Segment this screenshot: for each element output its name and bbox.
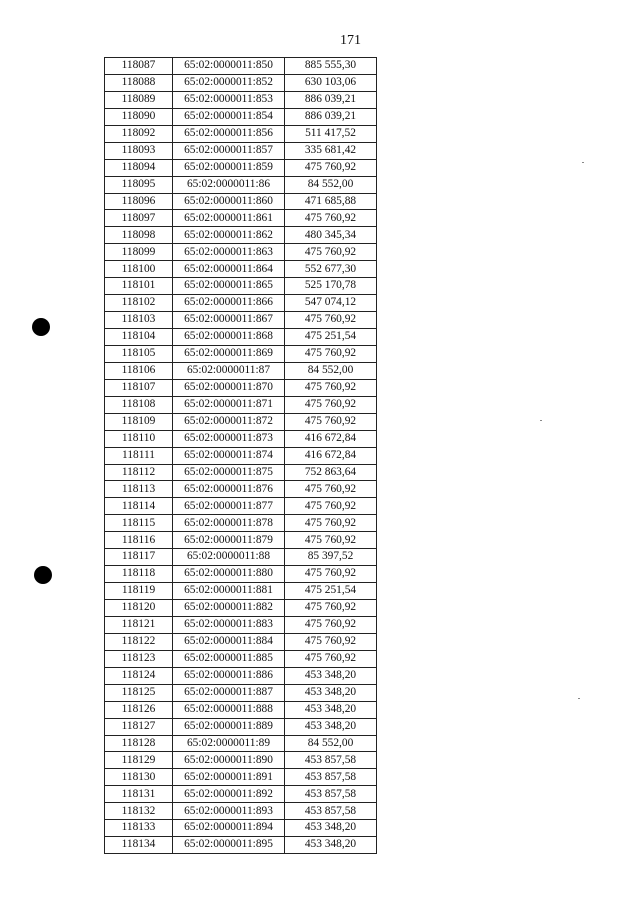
cadastral-number-cell: 65:02:0000011:890 bbox=[173, 752, 285, 769]
table-row bbox=[105, 515, 377, 532]
value-cell: 84 552,00 bbox=[285, 176, 377, 193]
punch-hole-mark bbox=[32, 318, 50, 336]
value-cell: 475 760,92 bbox=[285, 616, 377, 633]
value-cell: 453 857,58 bbox=[285, 752, 377, 769]
table-row bbox=[105, 803, 377, 820]
record-number-cell: 118128 bbox=[105, 735, 173, 752]
record-number-cell: 118134 bbox=[105, 837, 173, 854]
value-cell: 475 760,92 bbox=[285, 312, 377, 329]
value-cell: 453 857,58 bbox=[285, 803, 377, 820]
table-row bbox=[105, 295, 377, 312]
value-cell: 511 417,52 bbox=[285, 125, 377, 142]
value-cell: 475 760,92 bbox=[285, 515, 377, 532]
record-number-cell: 118115 bbox=[105, 515, 173, 532]
record-number-cell: 118092 bbox=[105, 125, 173, 142]
table-row bbox=[105, 278, 377, 295]
value-cell: 547 074,12 bbox=[285, 295, 377, 312]
cadastral-number-cell: 65:02:0000011:875 bbox=[173, 464, 285, 481]
table-row bbox=[105, 261, 377, 278]
value-cell: 475 760,92 bbox=[285, 566, 377, 583]
cadastral-number-cell: 65:02:0000011:876 bbox=[173, 481, 285, 498]
cadastral-number-cell: 65:02:0000011:893 bbox=[173, 803, 285, 820]
scan-speck bbox=[540, 420, 542, 421]
table-row bbox=[105, 329, 377, 346]
table-row bbox=[105, 532, 377, 549]
record-number-cell: 118095 bbox=[105, 176, 173, 193]
cadastral-number-cell: 65:02:0000011:887 bbox=[173, 684, 285, 701]
record-number-cell: 118090 bbox=[105, 108, 173, 125]
cadastral-number-cell: 65:02:0000011:871 bbox=[173, 396, 285, 413]
scan-speck bbox=[582, 162, 584, 163]
table-row bbox=[105, 345, 377, 362]
cadastral-number-cell: 65:02:0000011:865 bbox=[173, 278, 285, 295]
value-cell: 453 348,20 bbox=[285, 701, 377, 718]
value-cell: 480 345,34 bbox=[285, 227, 377, 244]
value-cell: 886 039,21 bbox=[285, 91, 377, 108]
record-number-cell: 118120 bbox=[105, 600, 173, 617]
cadastral-number-cell: 65:02:0000011:869 bbox=[173, 345, 285, 362]
value-cell: 475 760,92 bbox=[285, 244, 377, 261]
table-row bbox=[105, 142, 377, 159]
table-row bbox=[105, 583, 377, 600]
record-number-cell: 118118 bbox=[105, 566, 173, 583]
record-number-cell: 118089 bbox=[105, 91, 173, 108]
table-row bbox=[105, 210, 377, 227]
table-row bbox=[105, 362, 377, 379]
cadastral-number-cell: 65:02:0000011:891 bbox=[173, 769, 285, 786]
value-cell: 84 552,00 bbox=[285, 362, 377, 379]
cadastral-number-cell: 65:02:0000011:873 bbox=[173, 430, 285, 447]
value-cell: 475 251,54 bbox=[285, 329, 377, 346]
cadastral-number-cell: 65:02:0000011:89 bbox=[173, 735, 285, 752]
table-row bbox=[105, 91, 377, 108]
record-number-cell: 118127 bbox=[105, 718, 173, 735]
table-row bbox=[105, 58, 377, 75]
cadastral-number-cell: 65:02:0000011:87 bbox=[173, 362, 285, 379]
record-number-cell: 118110 bbox=[105, 430, 173, 447]
cadastral-number-cell: 65:02:0000011:877 bbox=[173, 498, 285, 515]
cadastral-number-cell: 65:02:0000011:868 bbox=[173, 329, 285, 346]
cadastral-number-cell: 65:02:0000011:870 bbox=[173, 379, 285, 396]
cadastral-number-cell: 65:02:0000011:854 bbox=[173, 108, 285, 125]
cadastral-number-cell: 65:02:0000011:86 bbox=[173, 176, 285, 193]
value-cell: 453 348,20 bbox=[285, 667, 377, 684]
cadastral-number-cell: 65:02:0000011:888 bbox=[173, 701, 285, 718]
punch-hole-mark bbox=[34, 566, 52, 584]
table-row bbox=[105, 616, 377, 633]
cadastral-number-cell: 65:02:0000011:894 bbox=[173, 820, 285, 837]
value-cell: 475 760,92 bbox=[285, 481, 377, 498]
record-number-cell: 118125 bbox=[105, 684, 173, 701]
table-row bbox=[105, 650, 377, 667]
table-row bbox=[105, 227, 377, 244]
table-row bbox=[105, 684, 377, 701]
record-number-cell: 118126 bbox=[105, 701, 173, 718]
record-number-cell: 118107 bbox=[105, 379, 173, 396]
cadastral-number-cell: 65:02:0000011:889 bbox=[173, 718, 285, 735]
value-cell: 630 103,06 bbox=[285, 74, 377, 91]
value-cell: 416 672,84 bbox=[285, 430, 377, 447]
value-cell: 475 760,92 bbox=[285, 159, 377, 176]
cadastral-number-cell: 65:02:0000011:856 bbox=[173, 125, 285, 142]
table-row bbox=[105, 701, 377, 718]
table-row bbox=[105, 786, 377, 803]
record-number-cell: 118131 bbox=[105, 786, 173, 803]
cadastral-number-cell: 65:02:0000011:885 bbox=[173, 650, 285, 667]
table-row bbox=[105, 464, 377, 481]
record-number-cell: 118111 bbox=[105, 447, 173, 464]
record-number-cell: 118123 bbox=[105, 650, 173, 667]
record-number-cell: 118099 bbox=[105, 244, 173, 261]
table-row bbox=[105, 718, 377, 735]
table-row bbox=[105, 549, 377, 566]
table-row bbox=[105, 244, 377, 261]
record-number-cell: 118117 bbox=[105, 549, 173, 566]
records-table-body bbox=[105, 58, 377, 854]
record-number-cell: 118113 bbox=[105, 481, 173, 498]
cadastral-number-cell: 65:02:0000011:880 bbox=[173, 566, 285, 583]
record-number-cell: 118105 bbox=[105, 345, 173, 362]
table-row bbox=[105, 735, 377, 752]
table-row bbox=[105, 600, 377, 617]
record-number-cell: 118102 bbox=[105, 295, 173, 312]
record-number-cell: 118097 bbox=[105, 210, 173, 227]
table-row bbox=[105, 481, 377, 498]
cadastral-number-cell: 65:02:0000011:874 bbox=[173, 447, 285, 464]
value-cell: 525 170,78 bbox=[285, 278, 377, 295]
value-cell: 552 677,30 bbox=[285, 261, 377, 278]
table-row bbox=[105, 413, 377, 430]
record-number-cell: 118116 bbox=[105, 532, 173, 549]
cadastral-number-cell: 65:02:0000011:859 bbox=[173, 159, 285, 176]
page-number: 171 bbox=[340, 33, 361, 48]
record-number-cell: 118096 bbox=[105, 193, 173, 210]
record-number-cell: 118094 bbox=[105, 159, 173, 176]
table-row bbox=[105, 108, 377, 125]
cadastral-number-cell: 65:02:0000011:882 bbox=[173, 600, 285, 617]
value-cell: 471 685,88 bbox=[285, 193, 377, 210]
record-number-cell: 118114 bbox=[105, 498, 173, 515]
table-row bbox=[105, 159, 377, 176]
record-number-cell: 118129 bbox=[105, 752, 173, 769]
table-row bbox=[105, 379, 377, 396]
cadastral-number-cell: 65:02:0000011:853 bbox=[173, 91, 285, 108]
record-number-cell: 118103 bbox=[105, 312, 173, 329]
cadastral-number-cell: 65:02:0000011:861 bbox=[173, 210, 285, 227]
value-cell: 453 857,58 bbox=[285, 769, 377, 786]
cadastral-number-cell: 65:02:0000011:860 bbox=[173, 193, 285, 210]
cadastral-number-cell: 65:02:0000011:872 bbox=[173, 413, 285, 430]
value-cell: 475 251,54 bbox=[285, 583, 377, 600]
cadastral-number-cell: 65:02:0000011:866 bbox=[173, 295, 285, 312]
value-cell: 475 760,92 bbox=[285, 498, 377, 515]
cadastral-number-cell: 65:02:0000011:862 bbox=[173, 227, 285, 244]
cadastral-number-cell: 65:02:0000011:852 bbox=[173, 74, 285, 91]
record-number-cell: 118122 bbox=[105, 633, 173, 650]
table-row bbox=[105, 837, 377, 854]
record-number-cell: 118101 bbox=[105, 278, 173, 295]
record-number-cell: 118087 bbox=[105, 58, 173, 75]
table-row bbox=[105, 396, 377, 413]
cadastral-number-cell: 65:02:0000011:867 bbox=[173, 312, 285, 329]
record-number-cell: 118104 bbox=[105, 329, 173, 346]
record-number-cell: 118133 bbox=[105, 820, 173, 837]
cadastral-number-cell: 65:02:0000011:878 bbox=[173, 515, 285, 532]
record-number-cell: 118088 bbox=[105, 74, 173, 91]
cadastral-number-cell: 65:02:0000011:88 bbox=[173, 549, 285, 566]
value-cell: 475 760,92 bbox=[285, 345, 377, 362]
table-row bbox=[105, 447, 377, 464]
value-cell: 453 348,20 bbox=[285, 718, 377, 735]
table-row bbox=[105, 125, 377, 142]
record-number-cell: 118112 bbox=[105, 464, 173, 481]
cadastral-number-cell: 65:02:0000011:850 bbox=[173, 58, 285, 75]
cadastral-number-cell: 65:02:0000011:864 bbox=[173, 261, 285, 278]
table-row bbox=[105, 752, 377, 769]
table-row bbox=[105, 193, 377, 210]
record-number-cell: 118119 bbox=[105, 583, 173, 600]
value-cell: 335 681,42 bbox=[285, 142, 377, 159]
table-row bbox=[105, 667, 377, 684]
value-cell: 886 039,21 bbox=[285, 108, 377, 125]
table-row bbox=[105, 430, 377, 447]
table-row bbox=[105, 566, 377, 583]
records-table bbox=[104, 57, 377, 854]
value-cell: 453 348,20 bbox=[285, 684, 377, 701]
cadastral-number-cell: 65:02:0000011:881 bbox=[173, 583, 285, 600]
cadastral-number-cell: 65:02:0000011:863 bbox=[173, 244, 285, 261]
value-cell: 475 760,92 bbox=[285, 650, 377, 667]
cadastral-number-cell: 65:02:0000011:892 bbox=[173, 786, 285, 803]
value-cell: 453 348,20 bbox=[285, 837, 377, 854]
table-row bbox=[105, 769, 377, 786]
value-cell: 475 760,92 bbox=[285, 210, 377, 227]
cadastral-number-cell: 65:02:0000011:879 bbox=[173, 532, 285, 549]
record-number-cell: 118100 bbox=[105, 261, 173, 278]
value-cell: 84 552,00 bbox=[285, 735, 377, 752]
table-row bbox=[105, 633, 377, 650]
cadastral-number-cell: 65:02:0000011:857 bbox=[173, 142, 285, 159]
record-number-cell: 118098 bbox=[105, 227, 173, 244]
record-number-cell: 118109 bbox=[105, 413, 173, 430]
table-row bbox=[105, 498, 377, 515]
cadastral-number-cell: 65:02:0000011:895 bbox=[173, 837, 285, 854]
table-row bbox=[105, 820, 377, 837]
value-cell: 475 760,92 bbox=[285, 532, 377, 549]
value-cell: 416 672,84 bbox=[285, 447, 377, 464]
record-number-cell: 118130 bbox=[105, 769, 173, 786]
value-cell: 453 348,20 bbox=[285, 820, 377, 837]
record-number-cell: 118132 bbox=[105, 803, 173, 820]
record-number-cell: 118124 bbox=[105, 667, 173, 684]
value-cell: 885 555,30 bbox=[285, 58, 377, 75]
table-row bbox=[105, 74, 377, 91]
record-number-cell: 118108 bbox=[105, 396, 173, 413]
value-cell: 475 760,92 bbox=[285, 413, 377, 430]
table-row bbox=[105, 176, 377, 193]
record-number-cell: 118093 bbox=[105, 142, 173, 159]
value-cell: 752 863,64 bbox=[285, 464, 377, 481]
record-number-cell: 118121 bbox=[105, 616, 173, 633]
value-cell: 475 760,92 bbox=[285, 633, 377, 650]
scan-speck bbox=[578, 698, 580, 699]
value-cell: 475 760,92 bbox=[285, 600, 377, 617]
cadastral-number-cell: 65:02:0000011:883 bbox=[173, 616, 285, 633]
value-cell: 85 397,52 bbox=[285, 549, 377, 566]
cadastral-number-cell: 65:02:0000011:886 bbox=[173, 667, 285, 684]
cadastral-number-cell: 65:02:0000011:884 bbox=[173, 633, 285, 650]
value-cell: 475 760,92 bbox=[285, 379, 377, 396]
record-number-cell: 118106 bbox=[105, 362, 173, 379]
value-cell: 475 760,92 bbox=[285, 396, 377, 413]
value-cell: 453 857,58 bbox=[285, 786, 377, 803]
table-row bbox=[105, 312, 377, 329]
